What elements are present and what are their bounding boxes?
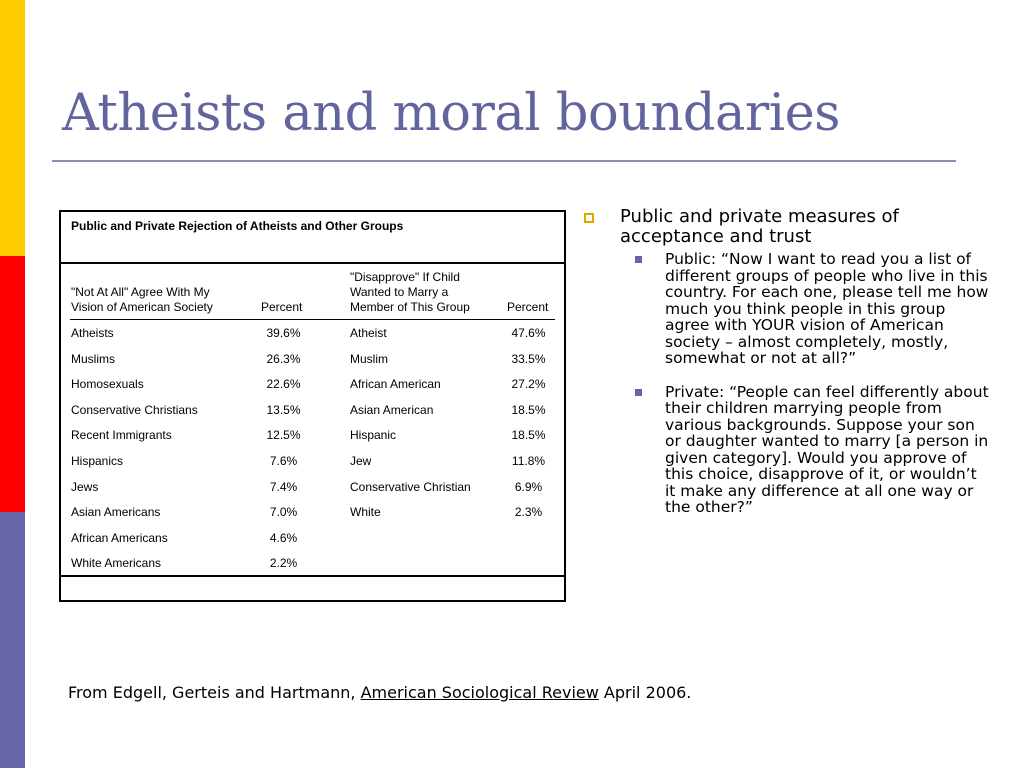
table-divider-bottom [61, 575, 564, 577]
left-stripe-red [0, 256, 25, 512]
cell-private-group: Conservative Christian [350, 479, 471, 494]
cell-private-group: Atheist [350, 326, 387, 340]
cell-private-group: Jew [350, 454, 372, 468]
cell-private-percent: 18.5% [511, 428, 546, 443]
cell-public-percent: 39.6% [266, 326, 301, 340]
cell-public-group: Recent Immigrants [71, 428, 172, 443]
open-square-bullet-icon [584, 213, 594, 223]
header-private-percent: Percent [507, 300, 549, 314]
square-bullet-icon [635, 256, 642, 263]
cell-public-group: Conservative Christians [71, 402, 198, 417]
bullet-private-text: Private: “People can feel differently about their children marrying people from various backgrounds. Suppose your son or daughter wanted to marry [a person in given category]. Would you approve of this choice, disapprove of it, or wouldn’t it make any difference at all one way or the other?” [665, 382, 989, 516]
header-private-group: "Disapprove" If Child Wanted to Marry a Member of This Group [350, 270, 470, 314]
cell-private-percent: 2.3% [514, 505, 543, 520]
cell-private-group: Asian American [350, 402, 434, 417]
header-underline [70, 319, 555, 320]
header-public-group: "Not At All" Agree With My Vision of American Society [71, 285, 213, 314]
cell-public-percent: 2.2% [269, 556, 298, 571]
cell-private-group: Hispanic [350, 428, 397, 443]
cell-private-percent: 47.6% [511, 326, 546, 340]
cell-private-group: White [350, 505, 381, 520]
cell-private-group: African American [350, 377, 441, 392]
cell-public-group: Muslims [71, 351, 115, 366]
table-divider-top [61, 262, 564, 264]
bullet-main [580, 207, 990, 247]
citation-journal: American Sociological Review [360, 683, 599, 702]
title-divider [52, 160, 956, 162]
cell-public-percent: 22.6% [266, 377, 301, 392]
citation-suffix: April 2006. [598, 683, 692, 702]
cell-public-percent: 7.0% [269, 505, 298, 520]
cell-public-percent: 13.5% [266, 402, 301, 417]
cell-private-percent: 18.5% [511, 402, 546, 417]
citation-prefix: From Edgell, Gerteis and Hartmann, [68, 683, 361, 702]
cell-public-group: Asian Americans [71, 505, 161, 520]
cell-private-percent: 33.5% [511, 351, 546, 366]
cell-public-percent: 7.4% [269, 479, 298, 494]
cell-private-percent: 27.2% [511, 377, 546, 392]
cell-public-group: Hispanics [71, 454, 124, 468]
rejection-table [59, 210, 566, 602]
cell-public-percent: 7.6% [269, 454, 298, 468]
left-stripe-purple [0, 512, 25, 768]
cell-private-percent: 11.8% [511, 454, 546, 468]
cell-public-group: Homosexuals [71, 377, 144, 392]
cell-public-group: African Americans [71, 530, 168, 545]
cell-public-group: White Americans [71, 556, 162, 571]
bullet-public [580, 251, 990, 367]
cell-private-group: Muslim [350, 351, 388, 366]
bullet-public-text: Public: “Now I want to read you a list of different groups of people who live in this country. For each one, please tell me how much you think people in this group agree with YOUR vision of American society – almost completely, mostly, somewhat or not at all?” [665, 250, 989, 367]
cell-public-percent: 26.3% [266, 351, 301, 366]
bullet-main-text: Public and private measures of acceptance and trust [620, 206, 899, 247]
citation [68, 683, 691, 702]
cell-public-group: Jews [71, 479, 99, 494]
square-bullet-icon [635, 389, 642, 396]
header-public-percent: Percent [261, 300, 303, 314]
cell-private-percent: 6.9% [514, 479, 543, 494]
left-stripe-yellow [0, 0, 25, 256]
bullet-list [580, 207, 990, 516]
cell-public-group: Atheists [71, 326, 114, 340]
bullet-private [580, 384, 990, 516]
cell-public-percent: 12.5% [266, 428, 301, 443]
cell-public-percent: 4.6% [269, 530, 298, 545]
slide-title: Atheists and moral boundaries [62, 84, 840, 143]
table-caption: Public and Private Rejection of Atheists and Other Groups [71, 219, 404, 233]
